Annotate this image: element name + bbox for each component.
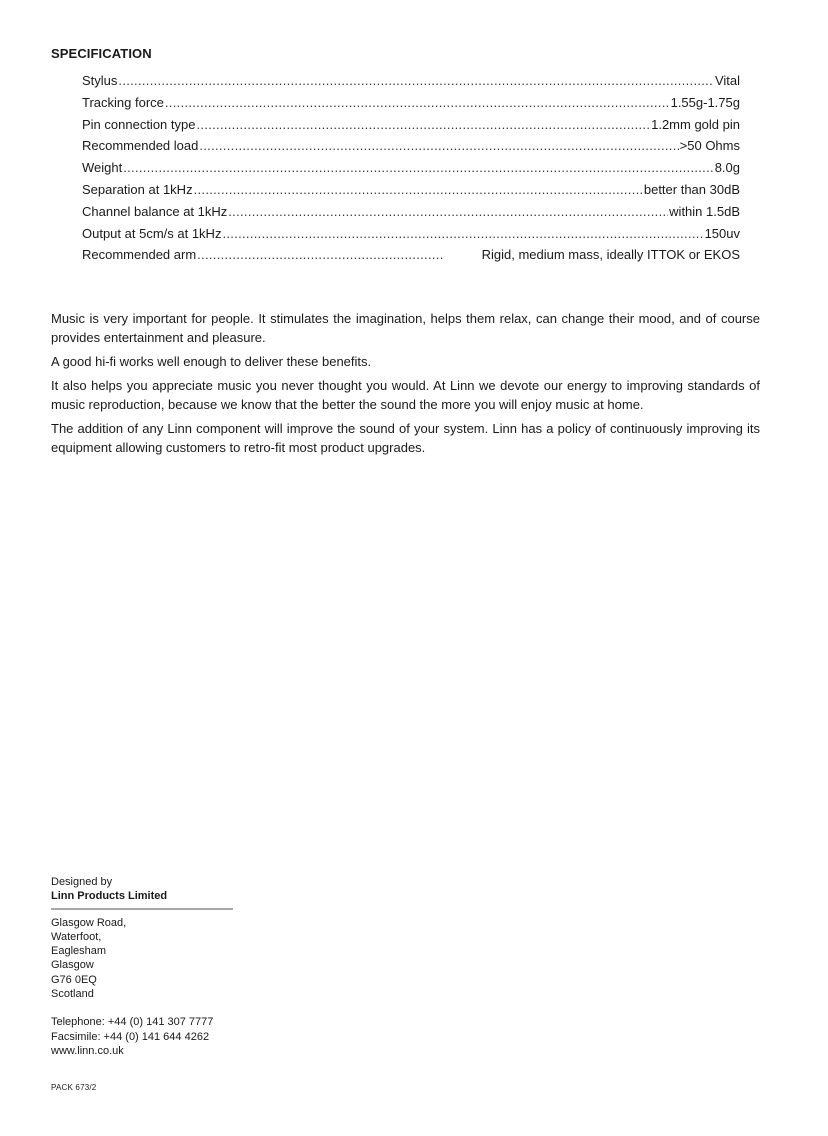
spec-value: Rigid, medium mass, ideally ITTOK or EKOS — [481, 247, 740, 263]
spec-row-pin-connection — [82, 114, 740, 136]
address-line: G76 0EQ — [51, 973, 97, 986]
spec-row-output — [82, 223, 740, 245]
dot-leader — [123, 157, 713, 179]
spec-label: Pin connection type — [82, 116, 196, 132]
spec-row-recommended-arm — [82, 244, 740, 266]
body-paragraph: Music is very important for people. It stimulates the imagination, helps them relax, can change their mood, and of course provides entertainment and pleasure. — [51, 311, 760, 345]
company-address — [51, 916, 233, 1002]
dot-leader — [228, 201, 668, 223]
spec-row-weight — [82, 157, 740, 179]
spec-row-channel-balance — [82, 201, 740, 223]
address-line: Glasgow — [51, 959, 94, 972]
address-line: Waterfoot, — [51, 930, 102, 943]
company-contact — [51, 1015, 233, 1058]
body-text — [51, 309, 760, 462]
spec-label: Weight — [82, 160, 123, 176]
company-footer — [51, 875, 233, 1058]
designed-by-label: Designed by — [51, 876, 113, 888]
dot-leader — [118, 70, 714, 92]
body-paragraph: It also helps you appreciate music you never thought you would. At Linn we devote our energy to improving standards of music reproduction, because we know that the better the sound the more you will enjoy music at home. — [51, 378, 760, 412]
facsimile: Facsimile: +44 (0) 141 644 4262 — [51, 1030, 210, 1043]
telephone: Telephone: +44 (0) 141 307 7777 — [51, 1016, 214, 1029]
dot-leader — [222, 223, 703, 245]
spec-label: Recommended arm — [82, 247, 197, 263]
address-line: Eaglesham — [51, 945, 107, 958]
spec-value: 8.0g — [714, 160, 740, 176]
company-name: Linn Products Limited — [51, 890, 168, 903]
spec-row-recommended-load — [82, 135, 740, 157]
spec-label: Output at 5cm/s at 1kHz — [82, 225, 222, 241]
dot-leader — [165, 92, 670, 114]
spec-row-tracking-force — [82, 92, 740, 114]
specification-list — [82, 70, 740, 266]
spec-label: Separation at 1kHz — [82, 181, 193, 197]
spec-label: Tracking force — [82, 94, 164, 110]
spec-row-separation — [82, 179, 740, 201]
spec-label: Recommended load — [82, 138, 199, 154]
spec-value: Vital — [714, 73, 740, 88]
website-link[interactable]: www.linn.co.uk — [51, 1044, 124, 1057]
spec-label: Channel balance at 1kHz — [82, 203, 228, 219]
dot-leader — [196, 114, 650, 136]
address-line: Glasgow Road, — [51, 916, 127, 929]
body-paragraph: A good hi-fi works well enough to deliver these benefits. — [51, 354, 372, 369]
dot-leader — [199, 135, 678, 157]
footer-divider — [51, 908, 233, 910]
spec-value: within 1.5dB — [669, 203, 740, 219]
pack-code: PACK 673/2 — [51, 1083, 97, 1092]
specification-title: SPECIFICATION — [51, 46, 152, 61]
spec-label: Stylus — [82, 73, 118, 88]
address-line: Scotland — [51, 988, 94, 1001]
spec-value: better than 30dB — [643, 181, 740, 197]
dot-leader — [197, 244, 443, 266]
spec-value: 1.55g-1.75g — [670, 94, 740, 110]
dot-leader — [194, 179, 643, 201]
spec-value: 150uv — [704, 225, 740, 241]
spec-row-stylus — [82, 70, 740, 92]
spec-value: >50 Ohms — [679, 138, 740, 154]
body-paragraph: The addition of any Linn component will improve the sound of your system. Linn has a policy of continuously improving its equipment allowing customers to retro-fit most product upgrades. — [51, 421, 760, 455]
spec-value: 1.2mm gold pin — [651, 116, 740, 132]
